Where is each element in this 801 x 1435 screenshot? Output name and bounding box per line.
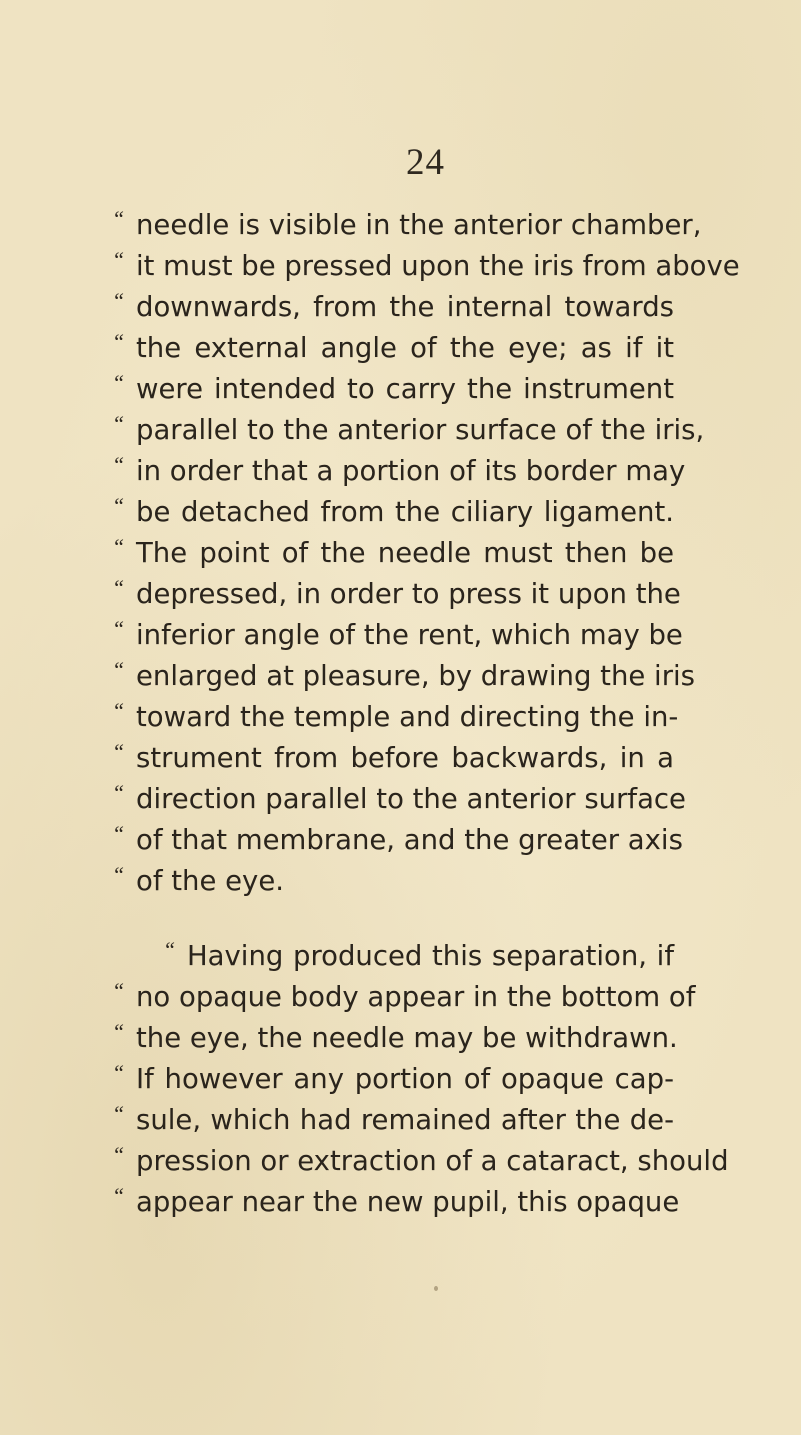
quote-mark: “ [112,657,125,682]
text-line [112,247,740,282]
text-line [112,1142,729,1177]
quote-mark: “ [112,493,125,518]
text-line [112,1060,674,1095]
quote-mark: “ [163,937,176,962]
quote-mark: “ [112,862,125,887]
line-text: inferior angle of the rent, which may be [136,619,683,651]
quote-mark: “ [112,780,125,805]
text-line [112,493,674,528]
text-line [112,616,683,651]
text-line [112,739,674,774]
quote-mark: “ [112,698,125,723]
line-text: If however any portion of opaque cap- [136,1063,674,1095]
quote-mark: “ [112,1019,125,1044]
text-line [163,937,674,972]
line-text: downwards, from the internal towards [136,291,674,323]
text-line [112,780,686,815]
quote-mark: “ [112,575,125,600]
quote-mark: “ [112,452,125,477]
quote-mark: “ [112,288,125,313]
line-text: needle is visible in the anterior chamber, [136,209,702,241]
quote-mark: “ [112,1101,125,1126]
line-text: of that membrane, and the greater axis [136,824,683,856]
line-text: toward the temple and directing the in- [136,701,679,733]
line-text: parallel to the anterior surface of the iris, [136,414,705,446]
line-text: Having produced this separation, if [187,940,674,972]
text-line [112,206,702,241]
text-line [112,452,686,487]
text-line [112,1183,680,1218]
quote-mark: “ [112,206,125,231]
text-line [112,329,674,364]
line-text: in order that a portion of its border may [136,455,686,487]
quote-mark: “ [112,247,125,272]
line-text: the external angle of the eye; as if it [136,332,674,364]
text-line [112,821,683,856]
text-line [112,1101,674,1136]
text-line [112,370,674,405]
text-line [112,411,705,446]
text-line [112,978,696,1013]
line-text: direction parallel to the anterior surface [136,783,686,815]
line-text: no opaque body appear in the bottom of [136,981,696,1013]
quote-mark: “ [112,534,125,559]
line-text: depressed, in order to press it upon the [136,578,681,610]
text-line [112,575,681,610]
quote-mark: “ [112,370,125,395]
line-text: The point of the needle must then be [136,537,674,569]
page-number: 24 [406,142,445,183]
quote-mark: “ [112,411,125,436]
line-text: were intended to carry the instrument [136,373,674,405]
quote-mark: “ [112,1142,125,1167]
text-line [112,1019,678,1054]
line-text: of the eye. [136,865,284,897]
quote-mark: “ [112,978,125,1003]
quote-mark: “ [112,1183,125,1208]
line-text: pression or extraction of a cataract, should [136,1145,729,1177]
line-text: sule, which had remained after the de- [136,1104,674,1136]
quote-mark: “ [112,616,125,641]
text-line [112,657,695,692]
line-text: strument from before backwards, in a [136,742,674,774]
quote-mark: “ [112,1060,125,1085]
quote-mark: “ [112,739,125,764]
text-line [112,862,336,897]
text-line [112,698,679,733]
line-text: it must be pressed upon the iris from above [136,250,740,282]
text-line [112,534,674,569]
line-text: appear near the new pupil, this opaque [136,1186,680,1218]
paper-speck [434,1286,438,1291]
quote-mark: “ [112,821,125,846]
line-text: the eye, the needle may be withdrawn. [136,1022,678,1054]
line-text: enlarged at pleasure, by drawing the iris [136,660,695,692]
line-text: be detached from the ciliary ligament. [136,496,674,528]
quote-mark: “ [112,329,125,354]
text-line [112,288,674,323]
